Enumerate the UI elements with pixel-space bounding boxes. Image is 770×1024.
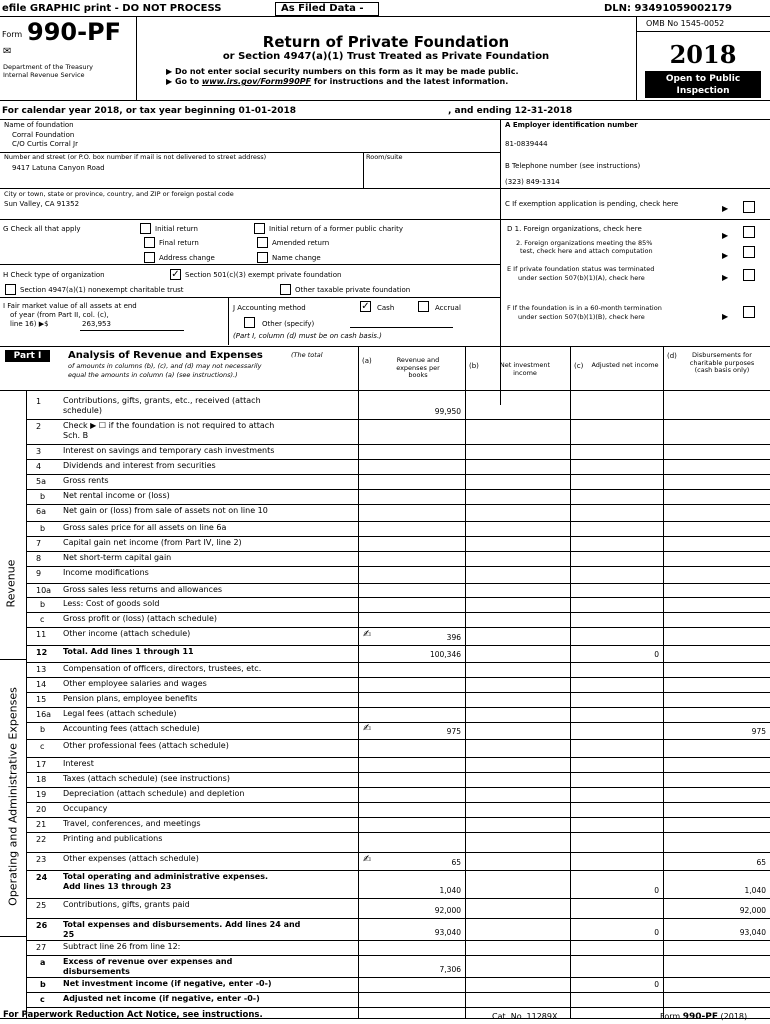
line-label: Pension plans, employee benefits bbox=[63, 694, 198, 703]
col-a-tag: (a) bbox=[362, 357, 372, 365]
line-number: 10a bbox=[36, 586, 52, 595]
paperwork-notice: For Paperwork Reduction Act Notice, see instructions. bbox=[3, 1010, 263, 1020]
j-label: J Accounting method bbox=[233, 304, 306, 312]
foundation-careof: C/O Curtis Corral Jr bbox=[12, 140, 78, 148]
col-c-header: Adjusted net income bbox=[591, 361, 659, 369]
form-prefix: Form bbox=[2, 30, 23, 39]
line-label: Legal fees (attach schedule) bbox=[63, 709, 177, 718]
c-exemption-checkbox[interactable] bbox=[743, 201, 755, 213]
cell-c: 0 bbox=[654, 886, 659, 895]
tax-year: 2018 bbox=[669, 40, 737, 69]
nonexempt-checkbox[interactable] bbox=[5, 284, 16, 295]
as-filed-label: As Filed Data - bbox=[275, 2, 379, 16]
line-label: Compensation of officers, directors, trustees, etc. bbox=[63, 664, 262, 673]
arrow-d2-icon: ▶ bbox=[722, 251, 729, 260]
line-label-cont: 25 bbox=[63, 930, 75, 939]
d2-label-a: 2. Foreign organizations meeting the 85% bbox=[516, 239, 653, 247]
cell-c: 0 bbox=[654, 650, 659, 659]
name-change-label: Name change bbox=[272, 254, 321, 262]
street-label: Number and street (or P.O. box number if mail is not delivered to street address) bbox=[4, 153, 267, 161]
cell-a: 99,950 bbox=[434, 407, 461, 416]
line-label: Other income (attach schedule) bbox=[63, 629, 191, 638]
part1-tag: Part I bbox=[5, 350, 50, 362]
line-label: Gross profit or (loss) (attach schedule) bbox=[63, 614, 218, 623]
line-label: Income modifications bbox=[63, 568, 149, 577]
cell-c: 0 bbox=[654, 928, 659, 937]
line-number: 1 bbox=[36, 397, 42, 406]
line-label: Excess of revenue over expenses and bbox=[63, 957, 233, 966]
col-b-header: Net investment income bbox=[499, 361, 551, 377]
line-number: 25 bbox=[36, 901, 47, 910]
accrual-checkbox[interactable] bbox=[418, 301, 429, 312]
cell-a: 7,306 bbox=[439, 965, 461, 974]
final-return-checkbox[interactable] bbox=[144, 237, 155, 248]
col-c-tag: (c) bbox=[574, 362, 584, 370]
line-label: Total expenses and disbursements. Add lines 24 and bbox=[63, 920, 301, 929]
final-return-label: Final return bbox=[159, 239, 199, 247]
initial-former-label: Initial return of a former public charity bbox=[269, 225, 404, 233]
col-d-tag: (d) bbox=[667, 352, 677, 360]
room-label: Room/suite bbox=[366, 153, 403, 161]
line-label: Total operating and administrative expenses. bbox=[63, 872, 268, 881]
c3-label: Section 501(c)(3) exempt private foundation bbox=[185, 271, 342, 279]
line-label: Capital gain net income (from Part IV, line 2) bbox=[63, 538, 242, 547]
calendar-end: , and ending 12-31-2018 bbox=[448, 106, 573, 116]
line-number: 18 bbox=[36, 775, 47, 784]
f-label-1: F If the foundation is in a 60-month termination bbox=[507, 304, 662, 312]
cell-a: 396 bbox=[446, 633, 461, 642]
line-number: 24 bbox=[36, 873, 48, 882]
d1-label: D 1. Foreign organizations, check here bbox=[507, 225, 642, 233]
initial-return-label: Initial return bbox=[155, 225, 198, 233]
d1-checkbox[interactable] bbox=[743, 226, 755, 238]
line-number: b bbox=[40, 600, 46, 609]
line-number: 16a bbox=[36, 710, 52, 719]
cell-a: 975 bbox=[446, 727, 461, 736]
line-label: Net gain or (loss) from sale of assets not on line 10 bbox=[63, 506, 268, 515]
line-label: Subtract line 26 from line 12: bbox=[63, 942, 181, 951]
c-exemption-label: C If exemption application is pending, check here bbox=[505, 200, 679, 208]
dln: DLN: 93491059002179 bbox=[604, 3, 732, 14]
cell-d: 93,040 bbox=[739, 928, 766, 937]
part1-desc-2: equal the amounts in column (a) (see instructions).) bbox=[68, 371, 238, 379]
line-label-cont: schedule) bbox=[63, 406, 102, 415]
line-label: Printing and publications bbox=[63, 834, 163, 843]
form-title: Return of Private Foundation bbox=[262, 33, 510, 51]
irs-label: Internal Revenue Service bbox=[3, 71, 85, 79]
line-label-cont: Add lines 13 through 23 bbox=[63, 882, 172, 891]
e-checkbox[interactable] bbox=[743, 269, 755, 281]
c3-checkbox[interactable]: ✓ bbox=[171, 269, 180, 280]
arrow-e-icon: ▶ bbox=[722, 273, 729, 282]
address-change-label: Address change bbox=[159, 254, 215, 262]
line-number: b bbox=[40, 725, 46, 734]
line-number: 26 bbox=[36, 921, 48, 930]
calendar-start: For calendar year 2018, or tax year beginning 01-01-2018 bbox=[2, 106, 297, 116]
j-note: (Part I, column (d) must be on cash basis.) bbox=[233, 332, 382, 340]
attachment-icon: ✍ bbox=[363, 723, 372, 734]
nonexempt-label: Section 4947(a)(1) nonexempt charitable trust bbox=[20, 286, 184, 294]
line-number: 17 bbox=[36, 760, 47, 769]
initial-former-checkbox[interactable] bbox=[254, 223, 265, 234]
cat-number: Cat. No. 11289X bbox=[492, 1012, 558, 1021]
line-label: Other employee salaries and wages bbox=[63, 679, 207, 688]
arrow-c-icon: ▶ bbox=[722, 204, 729, 213]
cell-a: 1,040 bbox=[439, 886, 461, 895]
line-label: Gross sales price for all assets on line 6a bbox=[63, 523, 227, 532]
line-number: 20 bbox=[36, 805, 47, 814]
line-number: 5a bbox=[36, 477, 46, 486]
expense-side-label: Operating and Administrative Expenses bbox=[6, 687, 20, 906]
name-change-checkbox[interactable] bbox=[257, 252, 268, 263]
irs-link[interactable]: www.irs.gov/Form990PF bbox=[201, 77, 312, 86]
line-label-cont: disbursements bbox=[63, 967, 130, 976]
line-label: Interest bbox=[63, 759, 94, 768]
h-label: H Check type of organization bbox=[3, 271, 105, 279]
line-number: a bbox=[40, 958, 46, 967]
cell-d: 1,040 bbox=[744, 886, 766, 895]
line-label: Depreciation (attach schedule) and depletion bbox=[63, 789, 245, 798]
line-label: Occupancy bbox=[63, 804, 108, 813]
phone-value: (323) 849-1314 bbox=[505, 178, 560, 186]
line-label: Other expenses (attach schedule) bbox=[63, 854, 199, 863]
f-label-2: under section 507(b)(1)(B), check here bbox=[518, 313, 645, 321]
line-number: 9 bbox=[36, 569, 42, 578]
cell-a: 100,346 bbox=[429, 650, 461, 659]
line-number: 11 bbox=[36, 630, 47, 639]
line-label: Net rental income or (loss) bbox=[63, 491, 170, 500]
line-number: 14 bbox=[36, 680, 47, 689]
cash-checkbox[interactable]: ✓ bbox=[361, 301, 370, 312]
line-number: 19 bbox=[36, 790, 47, 799]
line-label: Net short-term capital gain bbox=[63, 553, 172, 562]
f-checkbox[interactable] bbox=[743, 306, 755, 318]
d2-checkbox[interactable] bbox=[743, 246, 755, 258]
cell-a: 65 bbox=[451, 858, 461, 867]
instructions-notice: ▶ Go to www.irs.gov/Form990PF for instructions and the latest information. bbox=[166, 77, 509, 86]
col-a-header: Revenue and expenses per books bbox=[396, 356, 440, 379]
line-number: b bbox=[40, 980, 46, 989]
arrow-f-icon: ▶ bbox=[722, 312, 729, 321]
other-method-checkbox[interactable] bbox=[244, 317, 255, 328]
line-number: 22 bbox=[36, 835, 47, 844]
form-subtitle: or Section 4947(a)(1) Trust Treated as Private Foundation bbox=[222, 51, 550, 62]
line-number: 21 bbox=[36, 820, 47, 829]
foundation-name: Corral Foundation bbox=[12, 131, 75, 139]
line-number: 4 bbox=[36, 462, 42, 471]
part1-desc-1: of amounts in columns (b), (c), and (d) may not necessarily bbox=[68, 362, 262, 370]
amended-return-checkbox[interactable] bbox=[257, 237, 268, 248]
other-method-label: Other (specify) bbox=[262, 320, 315, 328]
part1-title: Analysis of Revenue and Expenses bbox=[68, 350, 263, 361]
phone-label: B Telephone number (see instructions) bbox=[505, 162, 641, 170]
g-label: G Check all that apply bbox=[3, 225, 81, 233]
cash-label: Cash bbox=[377, 304, 395, 312]
col-b-tag: (b) bbox=[469, 362, 479, 370]
i-label-1: I Fair market value of all assets at end bbox=[3, 302, 137, 310]
fmv-value: 263,953 bbox=[82, 320, 111, 328]
city-label: City or town, state or province, country, and ZIP or foreign postal code bbox=[4, 190, 234, 198]
line-label: Total. Add lines 1 through 11 bbox=[63, 647, 194, 656]
accrual-label: Accrual bbox=[435, 304, 461, 312]
line-number: 12 bbox=[36, 648, 48, 657]
i-label-3: line 16) ▶$ bbox=[10, 320, 49, 328]
cell-d: 975 bbox=[751, 727, 766, 736]
ein-label: A Employer identification number bbox=[505, 121, 638, 129]
e-label-2: under section 507(b)(1)(A), check here bbox=[518, 274, 645, 282]
ssn-notice: ▶ Do not enter social security numbers on this form as it may be made public. bbox=[166, 67, 519, 76]
e-label-1: E If private foundation status was terminated bbox=[507, 265, 655, 273]
line-number: 7 bbox=[36, 539, 42, 548]
dept-treasury: Department of the Treasury bbox=[3, 63, 94, 71]
line-number: 6a bbox=[36, 507, 46, 516]
cell-c: 0 bbox=[654, 980, 659, 989]
cell-d: 65 bbox=[756, 858, 766, 867]
line-label: Accounting fees (attach schedule) bbox=[63, 724, 200, 733]
line-label: Interest on savings and temporary cash investments bbox=[63, 446, 275, 455]
address-change-checkbox[interactable] bbox=[144, 252, 155, 263]
form-number: 990-PF bbox=[27, 18, 122, 46]
ein-value: 81-0839444 bbox=[505, 140, 548, 148]
line-number: b bbox=[40, 524, 46, 533]
line-label: Contributions, gifts, grants paid bbox=[63, 900, 190, 909]
line-label-cont: Sch. B bbox=[63, 431, 89, 440]
line-number: 2 bbox=[36, 422, 42, 431]
line-label: Taxes (attach schedule) (see instructions) bbox=[63, 774, 230, 783]
line-number: 13 bbox=[36, 665, 47, 674]
cell-a: 93,040 bbox=[434, 928, 461, 937]
col-d-header: Disbursements for charitable purposes (cash basis only) bbox=[689, 351, 755, 374]
line-number: 15 bbox=[36, 695, 47, 704]
open-public-badge: Open to Public Inspection bbox=[645, 71, 761, 98]
street-value: 9417 Latuna Canyon Road bbox=[12, 164, 105, 172]
line-number: 23 bbox=[36, 855, 47, 864]
amended-return-label: Amended return bbox=[272, 239, 330, 247]
line-label: Check ▶ ☐ if the foundation is not required to attach bbox=[63, 421, 275, 430]
line-label: Gross sales less returns and allowances bbox=[63, 585, 223, 594]
line-number: 8 bbox=[36, 554, 42, 563]
line-label: Gross rents bbox=[63, 476, 109, 485]
line-label: Other professional fees (attach schedule) bbox=[63, 741, 229, 750]
line-label: Contributions, gifts, grants, etc., received (attach bbox=[63, 396, 261, 405]
efile-doc-icon: ✉ bbox=[3, 46, 12, 57]
line-label: Dividends and interest from securities bbox=[63, 461, 216, 470]
line-label: Travel, conferences, and meetings bbox=[63, 819, 201, 828]
city-value: Sun Valley, CA 91352 bbox=[4, 200, 80, 208]
line-number: c bbox=[40, 742, 45, 751]
line-number: c bbox=[40, 995, 45, 1004]
arrow-d1-icon: ▶ bbox=[722, 231, 729, 240]
efile-banner: efile GRAPHIC print - DO NOT PROCESS bbox=[2, 3, 222, 14]
part1-title-note: (The total bbox=[291, 351, 323, 359]
omb-number: OMB No 1545-0052 bbox=[646, 19, 725, 28]
line-label: Less: Cost of goods sold bbox=[63, 599, 160, 608]
initial-return-checkbox[interactable] bbox=[140, 223, 151, 234]
line-label: Adjusted net income (if negative, enter -0-) bbox=[63, 994, 260, 1003]
attachment-icon: ✍ bbox=[363, 854, 372, 865]
line-number: 27 bbox=[36, 943, 47, 952]
other-taxable-label: Other taxable private foundation bbox=[295, 286, 411, 294]
form-footer: Form 990-PF (2018) bbox=[660, 1012, 748, 1022]
line-number: c bbox=[40, 615, 45, 624]
line-label: Net investment income (if negative, enter -0-) bbox=[63, 979, 272, 988]
attachment-icon: ✍ bbox=[363, 629, 372, 640]
line-number: b bbox=[40, 492, 46, 501]
d2-label-b: test, check here and attach computation bbox=[520, 247, 653, 255]
revenue-side-label: Revenue bbox=[4, 559, 18, 608]
other-taxable-checkbox[interactable] bbox=[280, 284, 291, 295]
name-label: Name of foundation bbox=[4, 121, 74, 129]
cell-a: 92,000 bbox=[434, 906, 461, 915]
line-number: 3 bbox=[36, 447, 42, 456]
i-label-2: of year (from Part II, col. (c), bbox=[10, 311, 109, 319]
cell-d: 92,000 bbox=[739, 906, 766, 915]
